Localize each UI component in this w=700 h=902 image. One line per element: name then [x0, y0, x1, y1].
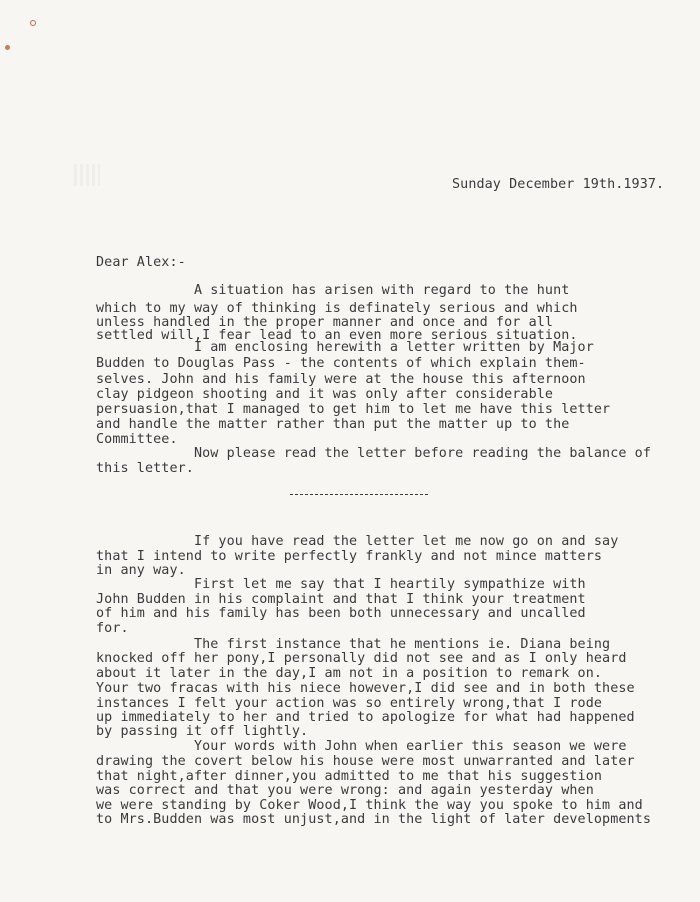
letter-line: I am enclosing herewith a letter written by Major [96, 340, 594, 355]
letter-line: that I intend to write perfectly frankly and not mince matters [96, 549, 603, 564]
letter-line: If you have read the letter let me now go on and say [96, 534, 619, 549]
letter-line: Budden to Douglas Pass - the contents of which explain them- [96, 356, 586, 371]
ink-spot-mark [5, 45, 10, 50]
letter-line: to Mrs.Budden was most unjust,and in the light of later developments [96, 812, 652, 827]
letter-line: which to my way of thinking is definately serious and which [96, 301, 578, 316]
letter-line: for. [96, 621, 129, 636]
letter-line: and handle the matter rather than put the matter up to the [96, 417, 570, 432]
letter-line: that night,after dinner,you admitted to me that his suggestion [96, 769, 603, 784]
letter-line: Your words with John when earlier this season we were [96, 739, 627, 754]
letter-date: Sunday December 19th.1937. [452, 177, 665, 192]
ink-ring-mark [30, 20, 36, 26]
letter-line: up immediately to her and tried to apologize for what had happened [96, 710, 635, 725]
letter-line: Committee. [96, 432, 178, 447]
section-divider [290, 494, 428, 495]
letter-line: selves. John and his family were at the house this afternoon [96, 372, 586, 387]
letter-line: by passing it off lightly. [96, 724, 309, 739]
letter-line: John Budden in his complaint and that I think your treatment [96, 592, 586, 607]
letter-line: The first instance that he mentions ie. Diana being [96, 637, 611, 652]
letter-line: unless handled in the proper manner and once and for all [96, 315, 554, 330]
letter-line: First let me say that I heartily sympathize with [96, 577, 586, 592]
letter-line: drawing the covert below his house were most unwarranted and later [96, 754, 635, 769]
letter-line: this letter. [96, 461, 194, 476]
letter-line: we were standing by Coker Wood,I think the way you spoke to him and [96, 798, 643, 813]
letter-line: settled will,I fear lead to an even more serious situation. [96, 328, 578, 343]
letter-line: A situation has arisen with regard to the hunt [96, 283, 570, 298]
letter-line: about it later in the day,I am not in a position to remark on. [96, 666, 603, 681]
letter-line: clay pidgeon shooting and it was only after considerable [96, 387, 554, 402]
letter-salutation: Dear Alex:- [96, 255, 186, 270]
letter-line: of him and his family has been both unnecessary and uncalled [96, 606, 586, 621]
letter-line: was correct and that you were wrong: and again yesterday when [96, 783, 594, 798]
letter-line: Your two fracas with his niece however,I did see and in both these [96, 681, 635, 696]
letter-line: persuasion,that I managed to get him to let me have this letter [96, 402, 611, 417]
letter-line: knocked off her pony,I personally did not see and as I only heard [96, 651, 627, 666]
faint-stamp-mark [74, 164, 100, 186]
letter-line: in any way. [96, 563, 186, 578]
letter-line: instances I felt your action was so entirely wrong,that I rode [96, 696, 603, 711]
letter-line: Now please read the letter before reading the balance of [96, 446, 652, 461]
